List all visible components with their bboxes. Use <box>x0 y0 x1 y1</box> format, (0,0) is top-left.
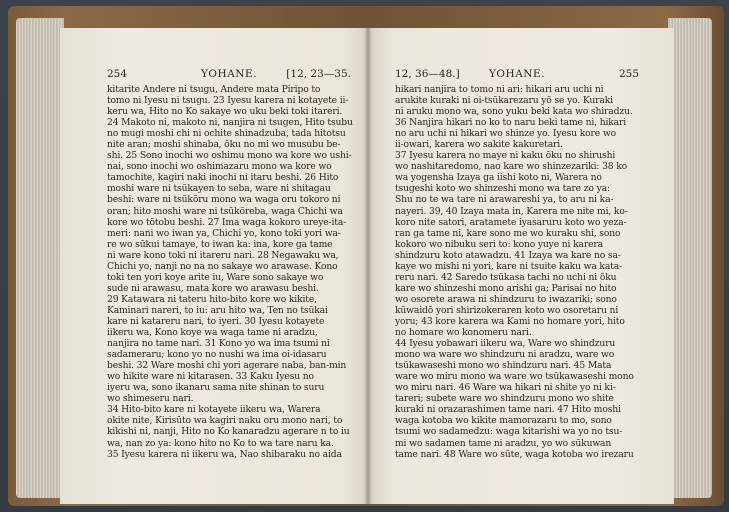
text-line: 36 Nanjira hikari no ko to naru beki tame ni, hikari <box>395 117 627 129</box>
text-line: nite aran; moshi shinaba, ōku no mi wo musubu be- <box>107 139 341 151</box>
right-page-header <box>395 68 639 82</box>
text-line: Kaminari nareri, to iu: aru hito wa, Ten no tsūkai <box>107 304 328 316</box>
text-line: tomo ni Iyesu ni tsugu. 23 Iyesu karera ni kotayete ii- <box>107 95 349 107</box>
text-line: no homare wo konomeru nari. <box>395 327 532 339</box>
text-line: beshi: ware ni tsūkōru mono wa waga oru tokoro ni <box>107 194 341 206</box>
text-line: ran ga tame ni, kare sono me wo kuraku shi, sono <box>395 227 621 239</box>
left-page <box>60 28 368 504</box>
text-line: ni ware kono toki ni itareru nari. 28 Negawaku wa, <box>107 249 339 261</box>
text-line: reru nari. 42 Saredo tsūkasa tachi no uchi ni ōku <box>395 271 617 283</box>
text-line: sude ni arawasu, mata kore wo arawasu beshi. <box>107 282 319 294</box>
text-line: tareri; subete ware wo shindzuru mono wo shite <box>395 393 614 405</box>
text-line: kare ni katareru nari, to iyeri. 30 Iyesu kotayete <box>107 315 325 327</box>
text-line: nai, sono inochi wo oshimazaru mono wa kore wo <box>107 161 332 173</box>
text-line: kare wo shinzeshi mono arishi ga; Parisai no hito <box>395 282 617 294</box>
page-edges-right <box>668 18 712 498</box>
text-line: wo shimeseru nari. <box>107 393 194 405</box>
text-line: hikari nanjira to tomo ni ari: hikari aru uchi ni <box>395 84 604 95</box>
text-line: beshi. 32 Ware moshi chi yori agerare naba, ban-min <box>107 360 347 372</box>
text-line: moshi ware ni tsūkayen to seba, ware ni shitagau <box>107 183 331 195</box>
text-line: 44 Iyesu yobawari iikeru wa, Ware wo shindzuru <box>395 338 616 350</box>
running-title: YOHANE. <box>201 68 257 80</box>
text-line: oran; hito moshi ware ni tsūkōreba, waga Chichi wa <box>107 205 343 217</box>
text-line: nanjira no tame nari. 31 Kono yo wa ima tsumi ni <box>107 338 330 350</box>
right-page <box>368 28 674 504</box>
text-line: kitarite Andere ni tsugu, Andere mata Piripo to <box>107 84 321 95</box>
text-line: wo miru nari. 46 Ware wa hikari ni shite yo ni ki- <box>395 382 616 394</box>
text-line: mono wa ware wo shindzuru ni aradzu, ware wo <box>395 349 615 361</box>
text-line: wo nashitaredomo, nao kare wo shinzezariki: 38 ko <box>395 161 628 173</box>
text-line: waga kotoba wo kikite mamorazaru to mo, sono <box>395 415 612 427</box>
text-line: shi. 25 Sono inochi wo oshimu mono wa kore wo ushi- <box>107 150 352 162</box>
text-line: shindzuru koto atawadzu. 41 Izaya wa kare no sa- <box>395 249 621 261</box>
text-line: 34 Hito-bito kare ni kotayete iikeru wa, Warera <box>107 404 321 416</box>
text-line: 24 Makoto ni, makoto ni, nanjira ni tsugen, Hito tsubu <box>107 117 353 129</box>
text-line: keru wa, Hito no Ko sakaye wo uku beki toki itareri. <box>107 106 343 118</box>
text-line: iyeru wa, sono ikanaru sama nite shinan to suru <box>107 382 325 394</box>
text-line: tsumi wo sadamedzu: waga kitarishi wa yo no tsu- <box>395 426 623 438</box>
text-line: okite nite, Kirisūto wa kagiri naku oru mono nari, to <box>107 415 343 427</box>
text-line: tsugeshi koto wo shinzeshi mono wa tare zo ya: <box>395 183 610 195</box>
left-page-text <box>107 84 354 460</box>
text-line: wa, nan zo ya: kono hito no Ko to wa tare naru ka. <box>107 437 334 449</box>
verse-range: 12, 36—48.] <box>395 68 460 80</box>
book-gutter <box>364 28 372 504</box>
text-line: 29 Katawara ni tateru hito-bito kore wo kikite, <box>107 293 317 305</box>
text-line: nayeri. 39, 40 Izaya mata in, Karera me nite mi, ko- <box>395 205 628 217</box>
page-number: 254 <box>107 68 128 80</box>
text-line: kūwaidō yori shirizokeraren koto wo osoretaru ni <box>395 304 619 316</box>
text-line: kokoro wo nibuku seri to: kono yuye ni karera <box>395 238 603 250</box>
page-number: 255 <box>618 68 639 80</box>
text-line: toki ten yori koye arite iu, Ware sono sakaye wo <box>107 271 324 283</box>
text-line: yoru; 43 kore karera wa Kami no homare yori, hito <box>395 315 625 327</box>
text-line: tame nari. 48 Ware wo sūte, waga kotoba wo irezaru <box>395 448 634 460</box>
text-line: Chichi yo, nanji no na no sakaye wo arawase. Kono <box>107 260 338 272</box>
text-line: Shu no te wa tare ni arawareshi ya, to aru ni ka- <box>395 194 614 206</box>
text-line: wa yogensha Izaya ga iishi koto ni, Warera no <box>395 172 602 184</box>
right-page-text <box>395 84 643 460</box>
text-line: tamochite, kagiri naki inochi ni itaru beshi. 26 Hito <box>107 172 339 184</box>
running-title: YOHANE. <box>489 68 545 80</box>
text-line: kikishi ni, nanji, Hito no Ko kanaradzu agerare n to iu <box>107 426 350 438</box>
left-page-header <box>107 68 351 82</box>
text-line: kaye wo mishi ni yori, kare ni tsuite kaku wa kata- <box>395 260 622 272</box>
text-line: 37 Iyesu karera no maye ni kaku ōku no shirushi <box>395 150 616 162</box>
verse-range: [12, 23—35. <box>286 68 351 80</box>
text-line: sadameraru; kono yo no nushi wa ima oi-idasaru <box>107 349 327 361</box>
text-line: no mugi moshi chi ni ochite shinadzuba, tada hitotsu <box>107 128 346 140</box>
text-line: wo osorete arawa ni shindzuru to iwazariki; sono <box>395 293 617 305</box>
text-line: iikeru wa, Kono koye wa waga tame ni aradzu, <box>107 327 318 339</box>
text-line: 35 Iyesu karera ni iikeru wa, Nao shibaraku no aida <box>107 448 342 460</box>
text-line: re wo sūkui tamaye, to iwan ka: ina, kore ga tame <box>107 238 333 250</box>
text-line: ware wo miru mono wa ware wo tsūkawaseshi mono <box>395 371 634 383</box>
text-line: meri: nani wo iwan ya, Chichi yo, kono toki yori wa- <box>107 227 341 239</box>
text-line: ni aruku mono wa, sono yuku beki kata wo shiradzu. <box>395 106 633 118</box>
text-line: koro nite satori, aratamete iyasaruru koto wo yeza- <box>395 216 627 228</box>
text-line: tsūkawaseshi mono wo shindzuru nari. 45 Mata <box>395 360 612 372</box>
text-line: mi wo sadamen tame ni aradzu, yo wo sūkuwan <box>395 437 612 449</box>
text-line: arukite kuraki ni oi-tsūkarezaru yō se yo. Kuraki <box>395 95 613 107</box>
text-line: kore wo tōtobu beshi. 27 Ima waga kokoro ureye-ita- <box>107 216 347 228</box>
page-edges-left <box>16 18 64 498</box>
text-line: kuraki ni orazarashimen tame nari. 47 Hito moshi <box>395 404 621 416</box>
text-line: wo hikite ware ni kitarasen. 33 Kaku Iyesu no <box>107 371 314 383</box>
text-line: no aru uchi ni hikari wo shinze yo. Iyesu kore wo <box>395 128 616 140</box>
text-line: ii-owari, karera wo sakite kakuretari. <box>395 139 563 151</box>
